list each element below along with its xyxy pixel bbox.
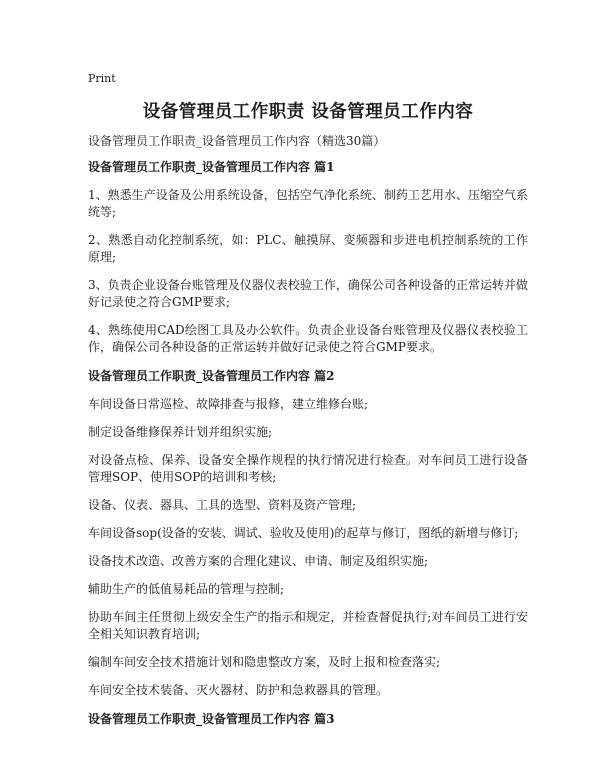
paragraph: 车间设备日常巡检、故障排查与报修，建立维修台账; [88,397,369,411]
paragraph: 1、熟悉生产设备及公用系统设备，包括空气净化系统、制药工艺用水、压缩空气系统等; [88,188,528,219]
paragraph: 车间安全技术装备、灭火器材、防护和急救器具的管理。 [88,683,389,697]
paragraph: 4、熟练使用CAD绘图工具及办公软件。负责企业设备台账管理及仪器仪表校验工作，确保公司各种设备的正常运转并做好记录使之符合GMP要求。 [88,323,528,354]
section-heading: 设备管理员工作职责_设备管理员工作内容 篇1 [88,160,335,174]
paragraph: 协助车间主任贯彻上级安全生产的指示和规定，并检查督促执行;对车间员工进行安全相关知识教育培训; [88,610,528,641]
document-body [88,158,528,739]
paragraph: 2、熟悉自动化控制系统，如：PLC、触摸屏、变频器和步进电机控制系统的工作原理; [88,233,528,264]
paragraph: 3、负责企业设备台账管理及仪器仪表校验工作，确保公司各种设备的正常运转并做好记录使之符合GMP要求; [88,278,528,309]
paragraph: 编制车间安全技术措施计划和隐患整改方案，及时上报和检查落实; [88,655,441,669]
document-title: 设备管理员工作职责 设备管理员工作内容 [142,102,474,122]
paragraph: 对设备点检、保养、设备安全操作规程的执行情况进行检查。对车间员工进行设备管理SOP、使用SOP的培训和考核; [88,453,528,484]
paragraph: 辅助生产的低值易耗品的管理与控制; [88,582,285,596]
paragraph: 设备技术改造、改善方案的合理化建议、申请、制定及组织实施; [88,554,429,568]
section-heading: 设备管理员工作职责_设备管理员工作内容 篇2 [88,369,335,383]
print-label: Print [88,72,116,85]
paragraph: 制定设备维修保养计划并组织实施; [88,425,273,439]
section-heading: 设备管理员工作职责_设备管理员工作内容 篇3 [88,712,335,726]
paragraph: 车间设备sop(设备的安装、调试、验收及使用)的起草与修订，图纸的新增与修订; [88,526,519,540]
paragraph: 设备、仪表、器具、工具的选型、资料及资产管理; [88,498,357,512]
document-subtitle: 设备管理员工作职责_设备管理员工作内容（精选30篇） [88,134,386,148]
